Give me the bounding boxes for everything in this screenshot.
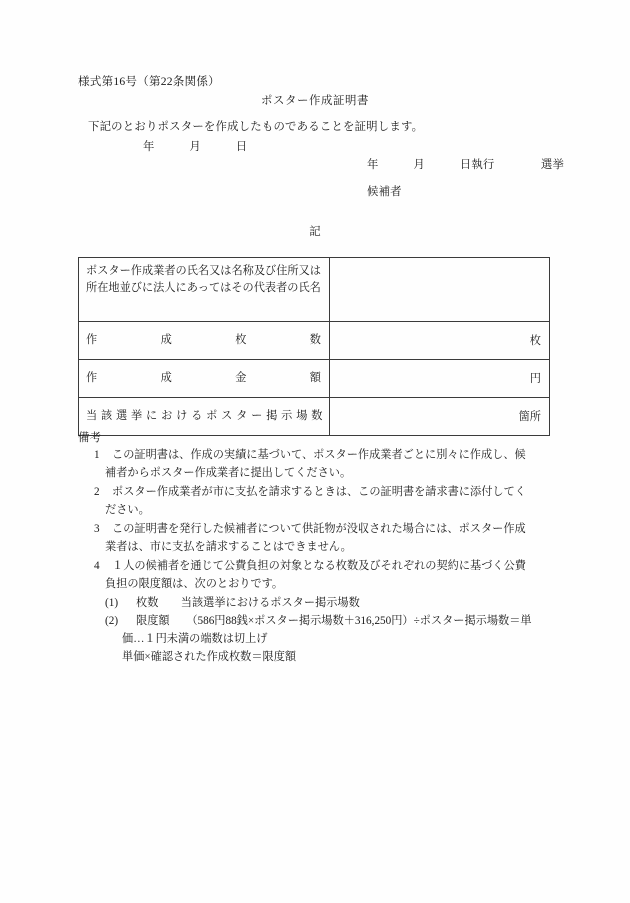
document-title: ポスター作成証明書 <box>261 95 369 107</box>
row-label-vendor-name: ポスター作成業者の氏名又は名称及び住所又は所在地並びに法人にあってはその代表者の氏名 <box>79 258 330 322</box>
remark-item-1-line1: この証明書は、作成の実績に基づいて、ポスター作成業者ごとに別々に作成し、候 <box>112 449 526 461</box>
row-value-poster-sites[interactable]: 箇所 <box>330 398 550 436</box>
table-row <box>79 398 550 436</box>
remark-item-4 <box>94 557 564 593</box>
table-row <box>79 258 550 322</box>
remark-item-4-line2: 負担の限度額は、次のとおりです。 <box>105 578 284 591</box>
remark-sub-item-2 <box>105 612 555 666</box>
candidate-label: 候補者 <box>367 186 402 198</box>
table-row <box>79 360 550 398</box>
remark-item-3-number: 3 <box>94 523 100 535</box>
row-value-vendor-name[interactable] <box>330 258 550 322</box>
remark-item-4-line1: １人の候補者を通じて公費負担の対象となる枚数及びそれぞれの契約に基づく公費 <box>112 560 526 572</box>
remark-item-3-line1: この証明書を発行した候補者について供託物が没収された場合には、ポスター作成 <box>112 523 526 535</box>
remark-sub-item-2-line2: 価…１円未満の端数は切上げ <box>122 633 268 646</box>
remarks-heading: 備考 <box>78 432 102 444</box>
remark-item-4-number: 4 <box>94 560 100 572</box>
certification-statement: 下記のとおりポスターを作成したものであることを証明します。 <box>88 121 424 133</box>
remark-item-3 <box>94 520 564 556</box>
remark-sub-item-2-line1: 限度額 （586円88銭×ポスター掲示場数＋316,250円）÷ポスター掲示場数＝単 <box>136 615 532 627</box>
remark-sub-item-2-line3: 単価×確認された作成枚数＝限度額 <box>122 651 297 664</box>
table-row <box>79 322 550 360</box>
row-label-amount <box>79 360 330 398</box>
remark-item-2-line1: ポスター作成業者が市に支払を請求するときは、この証明書を請求書に添付してく <box>112 486 526 498</box>
remark-sub-item-1 <box>105 594 555 612</box>
remark-item-1 <box>94 446 564 482</box>
form-number: 様式第16号（第22条関係） <box>78 75 220 88</box>
row-label-poster-sites-text: 当該選挙におけるポスター掲示場数 <box>86 409 323 422</box>
row-label-quantity-text: 作 成 枚 数 <box>86 333 321 346</box>
remark-item-2-line2: ださい。 <box>105 504 150 517</box>
row-label-amount-text: 作 成 金 額 <box>86 371 321 384</box>
remark-sub-item-1-line1: 枚数 当該選挙におけるポスター掲示場数 <box>136 597 360 609</box>
remark-sub-item-1-number: (1) <box>105 597 119 609</box>
remark-item-3-line2: 業者は、市に支払を請求することはできません。 <box>105 541 352 554</box>
issue-date-line: 年 月 日 <box>143 141 248 153</box>
remark-item-2 <box>94 483 564 519</box>
remark-item-1-number: 1 <box>94 449 100 461</box>
row-label-quantity <box>79 322 330 360</box>
row-label-poster-sites <box>79 398 330 436</box>
row-value-quantity[interactable]: 枚 <box>330 322 550 360</box>
remark-item-1-line2: 補者からポスター作成業者に提出してください。 <box>105 467 352 480</box>
row-value-amount[interactable]: 円 <box>330 360 550 398</box>
ki-mark: 記 <box>309 226 321 238</box>
election-date-line: 年 月 日執行 選挙 <box>367 159 565 171</box>
remark-item-2-number: 2 <box>94 486 100 498</box>
remark-sub-item-2-number: (2) <box>105 615 119 627</box>
poster-certificate-table <box>78 257 550 436</box>
